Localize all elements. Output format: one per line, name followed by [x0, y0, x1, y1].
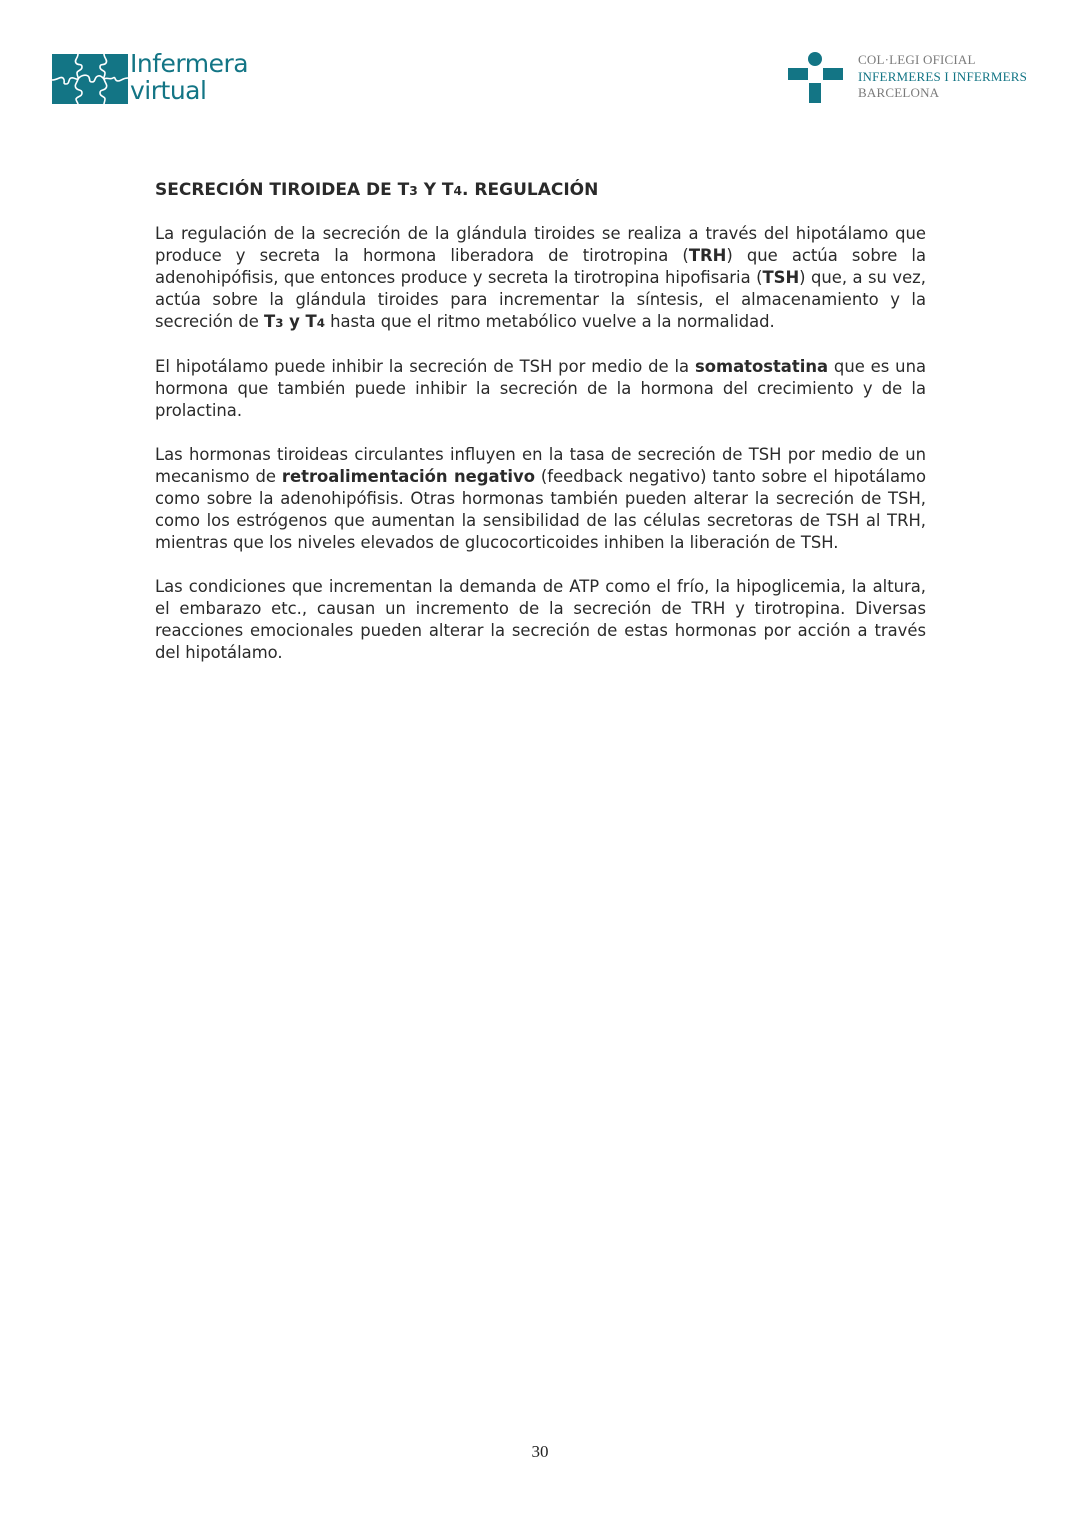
document-body [155, 178, 926, 686]
page-number: 30 [531, 1442, 549, 1461]
infermera-virtual-logo [52, 49, 249, 105]
paragraph-3: Las hormonas tiroideas circulantes influyen en la tasa de secreción de TSH por medio de un mecanismo de retroalimentación negativo (feedback negativo) tanto sobre el hipotálamo como sobre la adenohipófisis. Otras hormonas también pueden alterar la secreción de TSH, como los estrógenos que aumentan la sensibilidad de las células secretoras de TSH al TRH, mientras que los niveles elevados de glucocorticoides inhiben la liberación de TSH. [155, 445, 927, 552]
paragraph-1: La regulación de la secreción de la glándula tiroides se realiza a través del hipotálamo que produce y secreta la hormona liberadora de tirotropina (TRH) que actúa sobre la adenohipófisis, que entonces produce y secreta la tirotropina hipofisaria (TSH) que, a su vez, actúa sobre la glándula tiroides para incrementar la síntesis, el almacenamiento y la secreción de T3 y T4 hasta que el ritmo metabólico vuelve a la normalidad. [155, 224, 926, 331]
coib-line-1: COL·LEGI OFICIAL [858, 52, 976, 67]
puzzle-icon [52, 54, 128, 104]
section-title: SECRECIÓN TIROIDEA DE T3 Y T4. REGULACIÓN [155, 180, 599, 200]
cross-icon [788, 52, 844, 104]
logo-line-1: Infermera [130, 49, 249, 78]
coib-line-3: BARCELONA [858, 85, 940, 100]
coib-wordmark [858, 52, 1027, 102]
paragraph-4: Las condiciones que incrementan la demanda de ATP como el frío, la hipoglicemia, la altura, el embarazo etc., causan un incremento de la secreción de TRH y tirotropina. Diversas reacciones emocionales pueden alterar la secreción de estas hormonas por acción a través del hipotálamo. [155, 577, 926, 662]
infermera-virtual-wordmark [130, 50, 248, 104]
coib-logo [788, 52, 1027, 104]
paragraph-2: El hipotálamo puede inhibir la secreción de TSH por medio de la somatostatina que es una hormona que también puede inhibir la secreción de la hormona del crecimiento y de la prolactina. [155, 357, 927, 420]
logo-line-2: virtual [130, 76, 207, 105]
coib-line-2: INFERMERES I INFERMERS [858, 68, 1028, 84]
